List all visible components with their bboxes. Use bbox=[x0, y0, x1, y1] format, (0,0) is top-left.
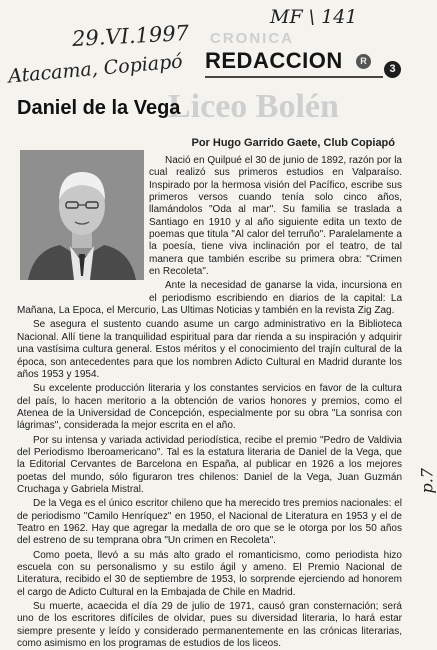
handwritten-code: MF \ 141 bbox=[270, 6, 358, 28]
bleed-through-headline: Liceo Bolén bbox=[168, 88, 339, 125]
article-paragraph: Su excelente producción literaria y los constantes servicios en favor de la cultura del país, lo hacen meritorio a la obtención de varios honores y premios, como el Atenea de la Universidad de Concepción, especialmente por su obra "La sonrisa con lágrimas", considerada la mejor escrita en el año. bbox=[17, 383, 402, 432]
article-paragraph: Nació en Quilpué el 30 de junio de 1892, razón por la cual realizó sus primeros estudios en Valparaíso. Inspirado por la hermosa visión del Pacífico, escribe sus primeros versos cuando tenía solo cinco años, llamándolos "Oda al mar". Su familia se traslada a Santiago en 1910 y al año siguiente edita un texto de poemas que titula "Al calor del terruño". Paralelamente a la poesía, tiene viva inclinación por el teatro, de tal manera que también escribe su primera obra: "Crimen en Recoleta". bbox=[149, 155, 402, 278]
article-paragraph: De la Vega es el único escritor chileno que ha merecido tres premios nacionales: el de periodismo "Camilo Henríquez" en 1950, el Nacional de Literatura en 1953 y el de Teatro en 1962. Hay que agregar la medalla de oro que se le otorga por los 50 años del estreno de su temprana obra "Un crimen en Recoleta". bbox=[17, 498, 402, 547]
newspaper-logo: R bbox=[356, 54, 371, 69]
section-heading: REDACCION bbox=[205, 48, 343, 73]
article-paragraph: Como poeta, llevó a su más alto grado el romanticismo, como periodista hizo escuela con su personalismo y su estilo ágil y ameno. El Premio Nacional de Literatura, recibido el 30 de septiembre de 1953, lo sorprende ejerciendo ad honorem el cargo de Adicto Cultural en la Embajada de Chile en Madrid. bbox=[17, 549, 402, 598]
article-paragraph: Ante la necesidad de ganarse la vida, incursiona en el periodismo escribiendo en diarios de la capital: La Mañana, La Epoca, el Mercurio, Las Ultimas Noticias y también en la revista Zig Zag. bbox=[17, 280, 402, 317]
article-paragraph: Se asegura el sustento cuando asume un cargo administrativo en la Biblioteca Nacional. Allí tiene la tranquilidad espiritual para dar rienda a su inspiración y adquirir una vastísima cultura general. Estos méritos y el conocimiento del trajín cultural de la época, son antecedentes para que los nombren Adicto Cultural en Madrid durante los años 1953 y 1954. bbox=[17, 319, 402, 380]
section-rule bbox=[205, 76, 383, 78]
handwritten-side-note: p.7 bbox=[418, 468, 437, 494]
byline: Por Hugo Garrido Gaete, Club Copiapó bbox=[191, 137, 395, 149]
article-paragraph: Por su intensa y variada actividad periodística, recibe el premio "Pedro de Valdivia del Periodismo Iberoamericano". Tal es la estatura literaria de Daniel de la Vega, que la Editorial Cervantes de Barcelona en España, al publicar en 1926 a los mejores poetas del mundo, sólo figuraron tres chilenos: Daniel de la Vega, Juan Guzmán Cruchaga y Gabriela Mistral. bbox=[17, 434, 402, 495]
handwritten-location: Atacama, Copiapó bbox=[7, 50, 184, 88]
handwritten-date: 29.VI.1997 bbox=[71, 20, 190, 52]
article-paragraph: Su muerte, acaecida el día 29 de julio de 1971, causó gran consternación; será uno de los escritores difíciles de olvidar, pues su diversidad literaria, lo hará estar siempre presente y leído y considerado permanentemente en las crónicas literarias, como asimismo en los programas de estudios de los liceos. bbox=[17, 601, 402, 650]
page-number-badge: 3 bbox=[384, 61, 401, 78]
bleed-through-label: CRONICA bbox=[210, 30, 294, 47]
article-title: Daniel de la Vega bbox=[17, 97, 181, 119]
article-body bbox=[17, 155, 402, 650]
photo-space bbox=[17, 155, 149, 293]
